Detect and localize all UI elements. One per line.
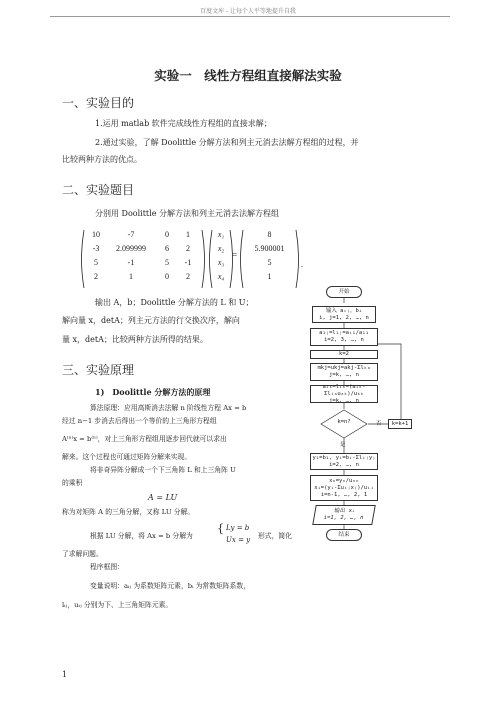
matrix-cell: 1 (129, 272, 133, 281)
principle-line9: 了求解问题。 (62, 550, 103, 558)
section1-heading: 一、实验目的 (62, 96, 135, 110)
brace: { (217, 522, 224, 535)
principle-line8b: 形式，简化 (258, 532, 292, 540)
flow-compute-l: aᵢₖ=lᵢₖ=(aᵢₖ-Σlᵢₐuₐₖ)/uₖₖ j=k, …, n (310, 385, 378, 403)
matrix-cell: 5 (165, 258, 169, 267)
principle-line2: 经过 n−1 步消去后得出一个等价的上三角形方程组 (62, 417, 217, 425)
flow-back-sub: xₙ=yₙ/uₙₙ xᵢ=(yᵢ-Σuᵢⱼxⱼ)/uᵢᵢ i=n-1, …, 2, 1 (310, 475, 378, 501)
section1-item1: 1.运用 matlab 软件完成线性方程组的直接求解； (95, 119, 272, 128)
matrix-cell: -1 (127, 258, 135, 267)
section1-item2-line1: 2.通过实验，了解 Doolittle 分解方法和列主元消去法解方程组的过程，并 (95, 138, 359, 147)
flow-start: 开始 (326, 286, 362, 298)
flow-k-init: k=2 (310, 350, 378, 359)
principle-line1: 算法原理：应用高斯消去法解 n 阶线性方程 Ax = b (90, 404, 247, 412)
no-label: 否 (376, 421, 382, 427)
matrix-cell: 10 (92, 230, 100, 239)
flow-end: 结束 (326, 529, 362, 541)
rhs-value: 5 (267, 258, 272, 267)
variable-vector (212, 230, 230, 286)
variable: x₂ (217, 244, 225, 253)
principle-line5: 将非奇异阵分解成一个下三角阵 L 和上三角阵 U (90, 466, 236, 474)
matrix-cell: 2.099999 (116, 244, 146, 253)
section2-output-line3: 量 x，detA；比较两种方法所得的结果。 (62, 335, 208, 344)
flowchart (300, 265, 460, 700)
matrix-cell: -7 (127, 230, 135, 239)
principle-line4: 解来。这个过程也可通过矩阵分解来实现。 (62, 453, 192, 461)
principle-line12: lᵢⱼ，uᵢⱼ 分别为下、上三角矩阵元素。 (62, 601, 173, 609)
principle-line6: 的乘积 (62, 479, 83, 487)
yes-label: 是 (340, 442, 346, 448)
matrix-cell: 2 (186, 244, 190, 253)
flow-init-l: a₁ⱼ=l₁ⱼ=aᵢ₁/a₁₁ i=2, 3, …, n (310, 328, 378, 346)
section2-heading: 二、实验题目 (62, 183, 135, 197)
matrix-cell: 1 (186, 230, 190, 239)
variable: x₁ (217, 230, 225, 239)
page-number: 1 (62, 670, 68, 679)
matrix-equation (78, 228, 308, 290)
flow-increment: k=k+1 (388, 419, 412, 429)
section2-output-line2: 解向量 x，detA；列主元方法的行交换次序，解向 (62, 316, 240, 325)
equals-sign: = (232, 250, 238, 260)
header-rule (50, 16, 450, 17)
coefficient-matrix (86, 230, 202, 286)
decision-label: k=n? (337, 419, 351, 425)
system-eq1: Ly = b (226, 524, 250, 532)
system-equations (226, 522, 250, 546)
rhs-value: 8 (267, 230, 272, 239)
variable: x₃ (217, 258, 225, 267)
matrix-cell: 0 (165, 272, 169, 281)
system-eq2: Ux = y (226, 536, 251, 544)
flow-forward-sub: y₁=b₁, yᵢ=bᵢ-Σlᵢⱼyⱼ i=2, …, n (310, 453, 378, 470)
matrix-cell: 2 (186, 272, 190, 281)
variable: x₄ (217, 272, 225, 281)
matrix-cell: -1 (184, 258, 192, 267)
principle-line7: 称为对矩阵 A 的三角分解，又称 LU 分解。 (62, 508, 195, 516)
matrix-cell: -3 (92, 244, 100, 253)
flow-compute-u: mkj=ukj=akj-Σlₖₐ j=k, …, n (310, 363, 378, 381)
section3-heading: 三、实验原理 (62, 363, 135, 377)
matrix-cell: 6 (165, 244, 169, 253)
matrix-cell: 2 (94, 272, 98, 281)
section2-output-line1: 输出 A，b；Doolittle 分解方法的 L 和 U； (95, 298, 254, 307)
rhs-value: 1 (267, 272, 272, 281)
page-header: 百度文库 - 让每个人平等地提升自我 (200, 8, 296, 15)
flow-input: 输入 aᵢⱼ，bᵢ i, j=1, 2, …, n (312, 306, 376, 323)
principle-line10: 程序框图： (90, 563, 124, 571)
section1-item2-line2: 比较两种方法的优点。 (62, 155, 142, 164)
principle-line3: A⁽ⁿ⁾x = b⁽ⁿ⁾，对上三角形方程组用逐步回代就可以求出 (62, 435, 227, 443)
period: . (301, 260, 303, 269)
rhs-value: 5.900001 (254, 244, 285, 253)
rhs-vector (243, 230, 296, 286)
subsection-title: 1) Doolittle 分解方法的原理 (95, 387, 211, 397)
matrix-cell: 0 (165, 230, 169, 239)
lu-equation: A = LU (148, 493, 178, 502)
flow-output: 输出 xᵢ i=1, 2, …, n (312, 505, 376, 525)
section2-intro: 分别用 Doolittle 分解方法和列主元消去法解方程组 (95, 209, 279, 218)
principle-line8: 根据 LU 分解，将 Ax = b 分解为 (90, 532, 193, 540)
document-title: 实验一 线性方程组直接解法实验 (154, 68, 342, 83)
principle-line11: 变量说明：aᵢⱼ 为系数矩阵元素，bᵢ 为常数矩阵系数， (90, 582, 250, 590)
matrix-cell: 5 (94, 258, 98, 267)
